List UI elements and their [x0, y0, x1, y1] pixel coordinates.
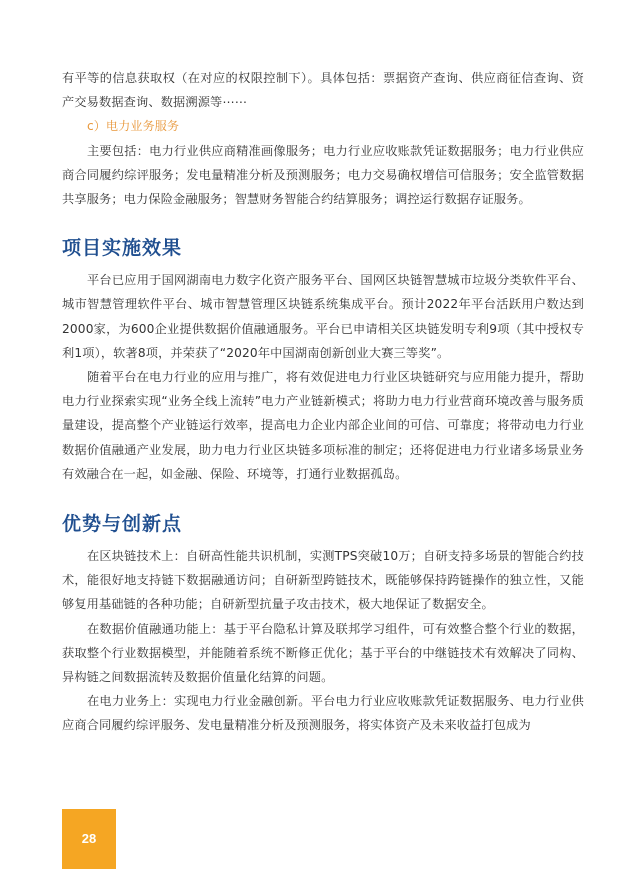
section-title-implementation-effects: 项目实施效果 [62, 237, 183, 260]
section2-paragraph-1: 在区块链技术上：自研高性能共识机制，实测TPS突破10万；自研支持多场景的智能合约技术，能很好地支持链下数据融通访问；自研新型跨链技术，既能够保持跨链操作的独立性，又能够复用基础链的各种功能；自研新型抗量子攻击技术，极大地保证了数据安全。 [62, 549, 584, 612]
section1-paragraph-2: 随着平台在电力行业的应用与推广，将有效促进电力行业区块链研究与应用能力提升，帮助电力行业探索实现“业务全线上流转”电力产业链新模式；将助力电力行业营商环境改善与服务质量建设，提高整个产业链运行效率，提高电力企业内部企业间的可信、可靠度；将带动电力行业数据价值融通产业发展，助力电力行业区块链多项标准的制定；还将促进电力行业诸多场景业务有效融合在一起，如金融、保险、环境等，打通行业数据孤岛。 [62, 370, 584, 481]
page-number-badge: 28 [62, 809, 116, 869]
subheading-power-business-services: c）电力业务服务 [87, 119, 180, 134]
section2-paragraph-2: 在数据价值融通功能上：基于平台隐私计算及联邦学习组件，可有效整合整个行业的数据，获取整个行业数据模型，并能随着系统不断修正优化；基于平台的中继链技术有效解决了同构、异构链之间数据流转及数据价值量化结算的问题。 [62, 621, 584, 685]
section1-paragraph-1: 平台已应用于国网湖南电力数字化资产服务平台、国网区块链智慧城市垃圾分类软件平台、城市智慧管理软件平台、城市智慧管理区块链系统集成平台。预计2022年平台活跃用户数达到2000家，为600企业提供数据价值融通服务。平台已申请相关区块链发明专利9项（其中授权专利1项），软著8项，并荣获了“2020年中国湖南创新创业大赛三等奖”。 [62, 273, 584, 360]
document-body [62, 66, 584, 738]
intro-paragraph-2: 主要包括：电力行业供应商精准画像服务；电力行业应收账款凭证数据服务；电力行业供应商合同履约综评服务；发电量精准分析及预测服务；电力交易确权增信可信服务；安全监管数据共享服务；电力保险金融服务；智慧财务智能合约结算服务；调控运行数据存证服务。 [62, 143, 584, 207]
section2-paragraph-3: 在电力业务上：实现电力行业金融创新。平台电力行业应收账款凭证数据服务、电力行业供应商合同履约综评服务、发电量精准分析及预测服务，将实体资产及未来收益打包成为 [62, 694, 584, 733]
section-title-advantages-innovations: 优势与创新点 [62, 513, 183, 536]
intro-paragraph-1: 有平等的信息获取权（在对应的权限控制下）。具体包括：票据资产查询、供应商征信查询、资产交易数据查询、数据溯源等⋯⋯ [62, 71, 584, 110]
